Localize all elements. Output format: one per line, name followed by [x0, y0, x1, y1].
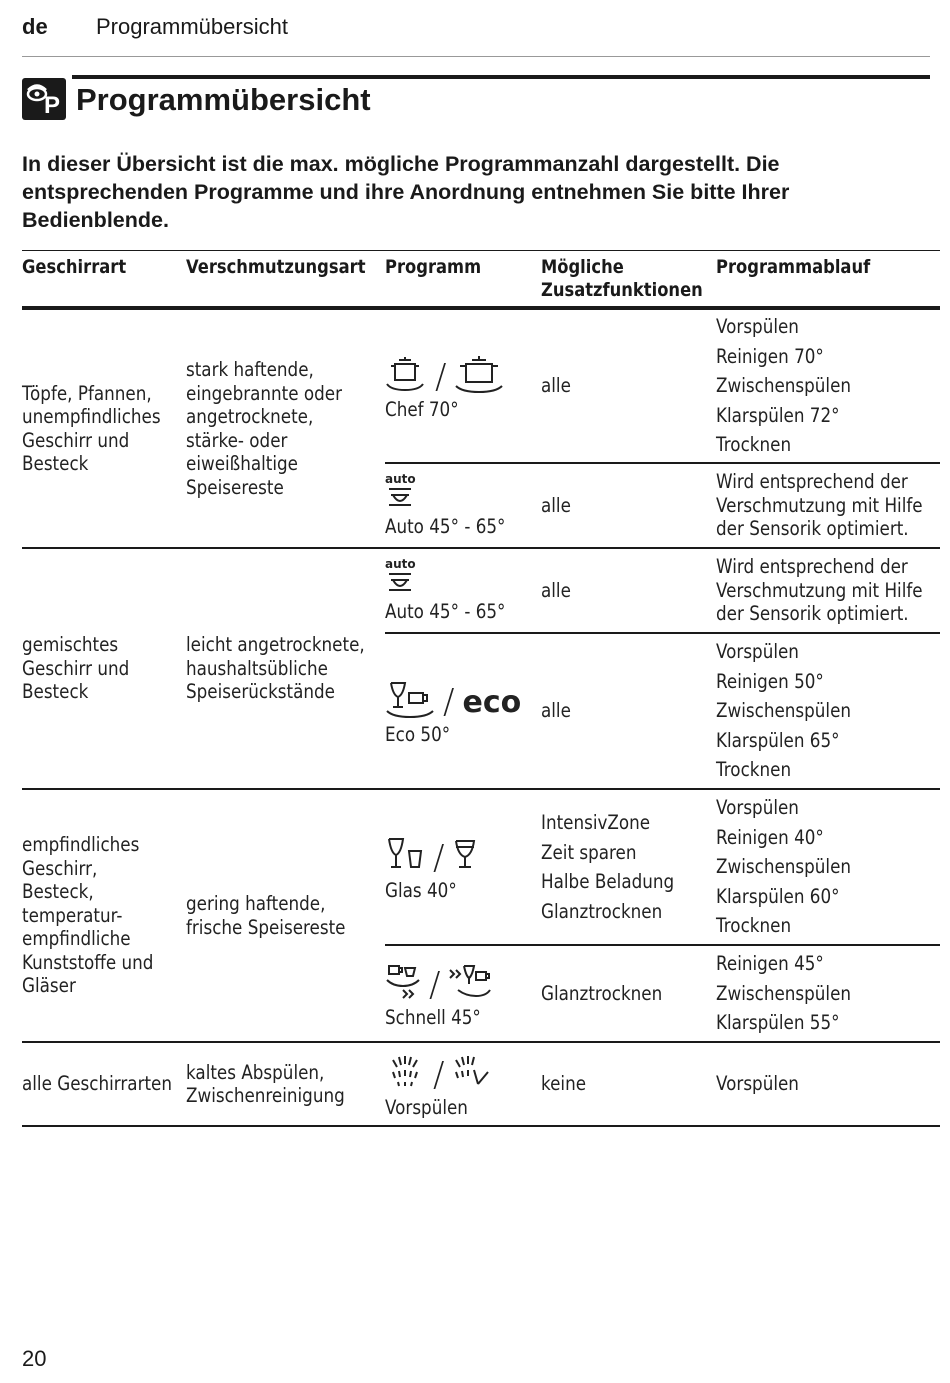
slash-separator: /: [433, 838, 445, 879]
programmablauf-cell: Vorspülen Reinigen 70° Zwischenspülen Klarspülen 72° Trocknen: [716, 308, 940, 463]
slash-separator: /: [443, 682, 455, 723]
col-header-geschirrart: Geschirrart: [22, 251, 163, 309]
geschirrart-cell: alle Geschirrarten: [22, 1042, 186, 1126]
spray-dish-icon: [452, 1052, 492, 1092]
zusatzfunktionen-cell: alle: [541, 633, 716, 789]
glass-cup-icon: [385, 679, 435, 719]
table-row: [22, 789, 940, 945]
program-overview-icon: [22, 78, 66, 120]
table-row: [22, 308, 940, 463]
table-row: [22, 1042, 940, 1126]
wine-glass-icon: [452, 835, 478, 875]
pot-intensive-icon: [454, 354, 504, 394]
pot-icon: [385, 354, 427, 394]
zusatzfunktionen-cell: keine: [541, 1042, 716, 1126]
chef-program-icons: [385, 350, 541, 398]
header-section-title: Programmübersicht: [96, 14, 288, 39]
zusatzfunktionen-cell: IntensivZone Zeit sparen Halbe Beladung Glanztrocknen: [541, 789, 716, 945]
geschirrart-cell: Töpfe, Pfannen, unempfindliches Geschirr und Besteck: [22, 308, 186, 548]
intro-text: In dieser Übersicht ist die max. mögliche Programmanzahl dargestellt. Die entsprechenden Programme und ihre Anordnung entnehmen Sie bitte Ihrer Bedienblende.: [22, 152, 790, 232]
program-cell-glas: / Glas 40°: [385, 789, 541, 945]
auto-program-icon: auto: [385, 473, 421, 515]
header-language: de: [22, 14, 48, 39]
slash-separator: /: [429, 964, 441, 1005]
col-header-programmablauf: Programmablauf: [716, 251, 909, 309]
col-header-zusatzfunktionen: Mögliche Zusatzfunktionen: [541, 251, 692, 309]
quick-wash-icon: [385, 962, 421, 1002]
verschmutzungsart-cell: gering haftende, frische Speisereste: [186, 789, 385, 1042]
program-cell-vorspuelen: / Vorspülen: [385, 1042, 541, 1126]
slash-separator: /: [435, 357, 447, 398]
glasses-icon: [385, 835, 425, 875]
program-cell-auto: auto Auto 45° - 65°: [385, 463, 541, 548]
program-table: [22, 250, 940, 1127]
glass-program-icons: [385, 831, 541, 879]
auto-program-icon: auto: [385, 558, 421, 600]
svg-text:P: P: [44, 92, 61, 119]
eco-icon: eco: [462, 685, 522, 721]
zusatzfunktionen-cell: Glanztrocknen: [541, 945, 716, 1042]
page-number: 20: [22, 1346, 47, 1371]
program-cell-eco: / eco Eco 50°: [385, 633, 541, 789]
quick-program-icons: [385, 958, 541, 1005]
table-row: [22, 548, 940, 633]
programmablauf-cell: Vorspülen: [716, 1042, 940, 1126]
verschmutzungsart-cell: leicht angetrocknete, haushaltsübliche Speiserückstände: [186, 548, 385, 789]
programmablauf-cell: Reinigen 45° Zwischenspülen Klarspülen 55°: [716, 945, 940, 1042]
programmablauf-cell: Wird entsprechend der Verschmutzung mit Hilfe der Sensorik optimiert.: [716, 463, 940, 548]
quick-wash-glass-icon: [448, 962, 492, 1002]
table-header-row: [22, 251, 940, 309]
program-cell-schnell: / Schnell 45°: [385, 945, 541, 1042]
col-header-programm: Programm: [385, 251, 519, 309]
header-rule: [22, 56, 930, 57]
verschmutzungsart-cell: kaltes Abspülen, Zwischenreinigung: [186, 1042, 385, 1126]
geschirrart-cell: empfindliches Geschirr, Besteck, temperatur- empfindliche Kunststoffe und Gläser: [22, 789, 186, 1042]
programmablauf-cell: Vorspülen Reinigen 40° Zwischenspülen Klarspülen 60° Trocknen: [716, 789, 940, 945]
geschirrart-cell: gemischtes Geschirr und Besteck: [22, 548, 186, 789]
programmablauf-cell: Wird entsprechend der Verschmutzung mit Hilfe der Sensorik optimiert.: [716, 548, 940, 633]
spray-icon: [385, 1052, 425, 1092]
programmablauf-cell: Vorspülen Reinigen 50° Zwischenspülen Klarspülen 65° Trocknen: [716, 633, 940, 789]
program-cell-auto: auto Auto 45° - 65°: [385, 548, 541, 633]
slash-separator: /: [433, 1055, 445, 1096]
zusatzfunktionen-cell: alle: [541, 463, 716, 548]
zusatzfunktionen-cell: alle: [541, 308, 716, 463]
page-title: Programmübersicht: [76, 82, 371, 117]
eco-program-icons: [385, 675, 541, 723]
verschmutzungsart-cell: stark haftende, eingebrannte oder angetrocknete, stärke- oder eiweißhaltige Speisereste: [186, 308, 385, 548]
prerinse-program-icons: [385, 1048, 541, 1096]
zusatzfunktionen-cell: alle: [541, 548, 716, 633]
title-rule: [72, 75, 930, 79]
program-cell-chef: / Chef 70°: [385, 308, 541, 463]
col-header-verschmutzungsart: Verschmutzungsart: [186, 251, 357, 309]
